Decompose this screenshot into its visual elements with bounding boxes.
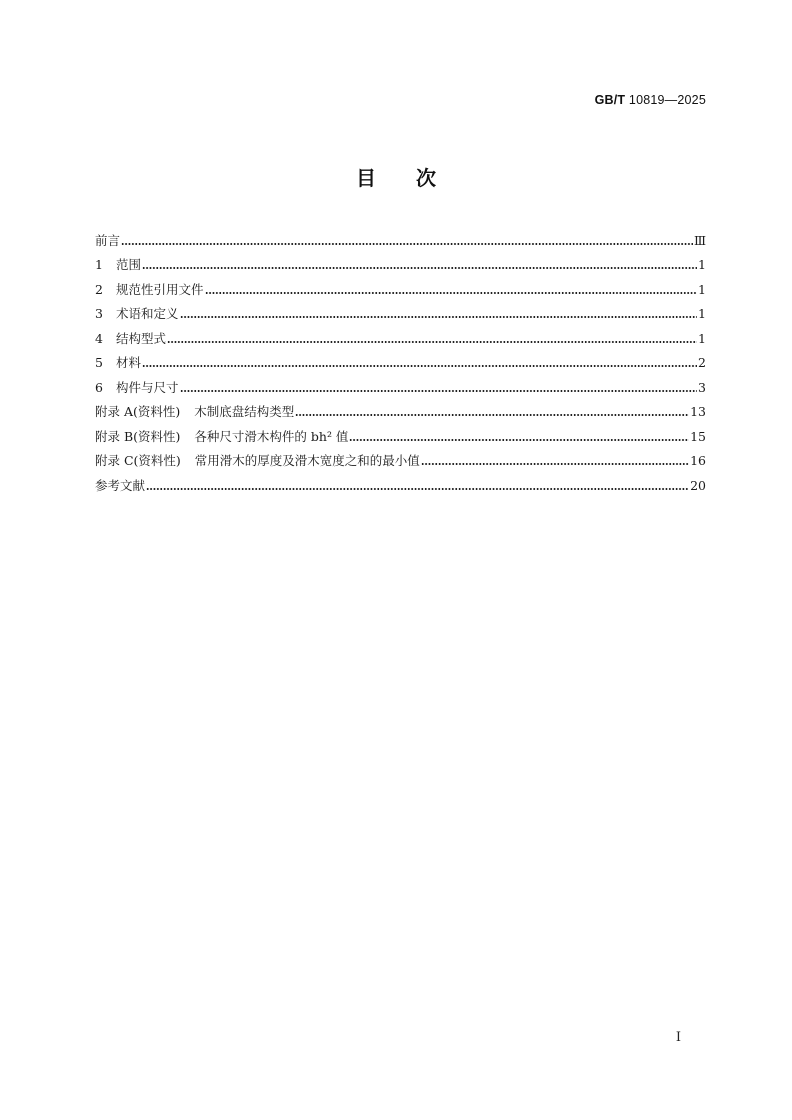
toc-dot-leader — [205, 292, 698, 294]
toc-dot-leader — [349, 439, 689, 441]
table-of-contents — [95, 226, 706, 496]
toc-entry-page: 20 — [690, 477, 706, 493]
toc-entry[interactable] — [95, 471, 706, 496]
toc-entry-label — [95, 280, 204, 300]
toc-entry-annex: 附录 C(资料性) — [95, 453, 181, 468]
toc-entry-page: 1 — [698, 281, 706, 297]
toc-entry-title: 前言 — [95, 232, 121, 248]
toc-entry-label — [95, 427, 348, 447]
toc-entry-label — [95, 255, 141, 275]
page-title: 目次 — [356, 166, 476, 190]
toc-entry-label — [95, 402, 294, 422]
toc-entry-label — [95, 353, 141, 373]
toc-entry-title: 参考文献 — [95, 477, 146, 493]
toc-entry-page: 1 — [698, 257, 706, 272]
toc-entry-title: 术语和定义 — [116, 306, 179, 321]
toc-dot-leader — [142, 267, 697, 269]
toc-entry[interactable] — [95, 398, 706, 423]
toc-dot-leader — [295, 414, 689, 416]
toc-dot-leader — [146, 488, 689, 490]
toc-entry-title: 常用滑木的厚度及滑木宽度之和的最小值 — [194, 453, 420, 468]
toc-entry-number: 4 — [95, 330, 103, 346]
toc-entry-page: Ⅲ — [693, 232, 706, 248]
toc-entry[interactable] — [95, 226, 706, 251]
toc-entry-number: 2 — [95, 281, 103, 297]
toc-entry-label — [95, 231, 120, 251]
toc-entry-annex: 附录 B(资料性) — [95, 428, 181, 444]
toc-entry-page: 2 — [698, 355, 706, 370]
toc-entry-title: 范围 — [116, 257, 142, 272]
toc-dot-leader — [121, 243, 693, 245]
toc-entry-page: 15 — [690, 428, 706, 444]
toc-entry-label — [95, 476, 145, 496]
toc-entry-page: 1 — [698, 330, 706, 346]
toc-entry-label — [95, 378, 179, 398]
toc-entry[interactable] — [95, 447, 706, 472]
toc-entry-page: 1 — [698, 306, 706, 321]
toc-dot-leader — [142, 365, 697, 367]
toc-entry-label — [95, 451, 420, 471]
toc-dot-leader — [180, 316, 698, 318]
standard-code-prefix: GB/T — [594, 93, 626, 107]
toc-entry-title: 木制底盘结构类型 — [194, 404, 295, 419]
toc-entry-title: 结构型式 — [116, 330, 167, 346]
toc-entry-annex: 附录 A(资料性) — [95, 404, 181, 419]
toc-entry-number: 1 — [95, 257, 103, 272]
toc-entry-label — [95, 329, 166, 349]
toc-entry[interactable] — [95, 275, 706, 300]
toc-entry[interactable] — [95, 251, 706, 276]
toc-dot-leader — [421, 463, 689, 465]
toc-entry-title: 构件与尺寸 — [116, 379, 179, 395]
toc-entry-title: 规范性引用文件 — [116, 281, 204, 297]
toc-entry-title: 材料 — [116, 355, 142, 370]
toc-entry-title: 各种尺寸滑木构件的 bh² 值 — [194, 428, 349, 444]
toc-entry-page: 13 — [690, 404, 706, 419]
toc-entry[interactable] — [95, 373, 706, 398]
toc-entry-number: 3 — [95, 306, 103, 321]
toc-entry[interactable] — [95, 300, 706, 325]
toc-entry[interactable] — [95, 324, 706, 349]
toc-dot-leader — [167, 341, 697, 343]
standard-code — [595, 93, 706, 107]
toc-entry[interactable] — [95, 422, 706, 447]
toc-entry-number: 6 — [95, 379, 103, 395]
toc-dot-leader — [180, 390, 698, 392]
standard-code-number: 10819—2025 — [628, 93, 706, 107]
toc-entry-label — [95, 304, 179, 324]
toc-entry-number: 5 — [95, 355, 103, 370]
toc-entry-page: 16 — [690, 453, 706, 468]
toc-entry-page: 3 — [698, 379, 706, 395]
page-number: I — [675, 1030, 681, 1045]
toc-entry[interactable] — [95, 349, 706, 374]
